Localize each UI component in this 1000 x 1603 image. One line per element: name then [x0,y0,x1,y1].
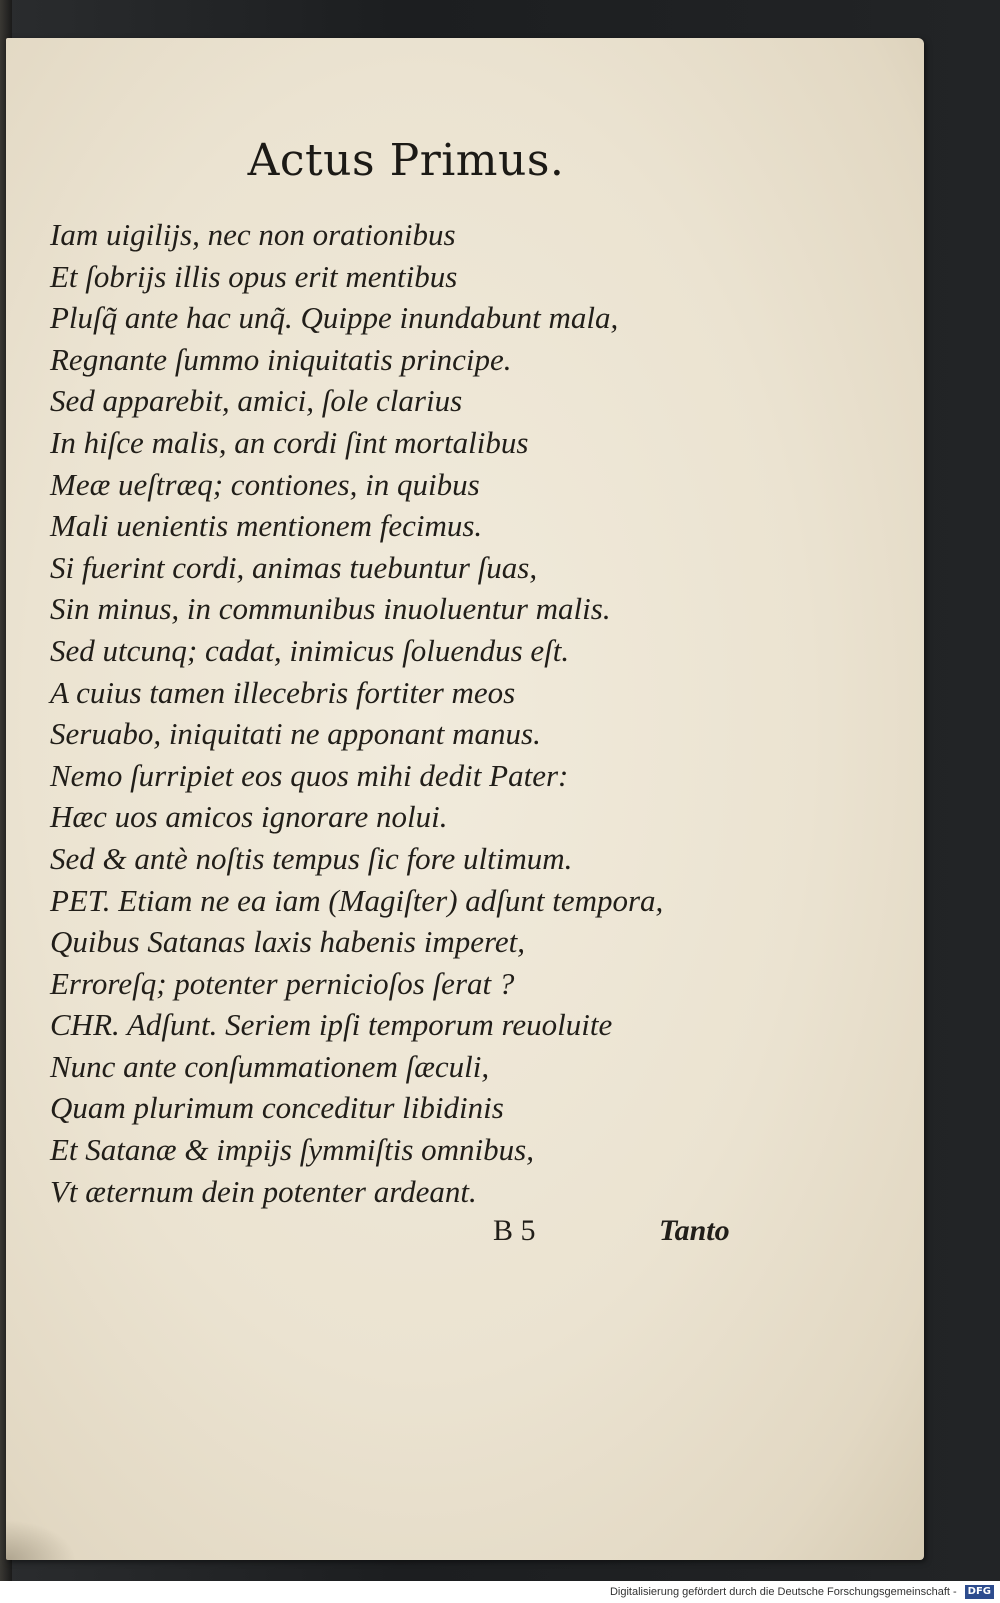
verse-line: PET. Etiam ne ea iam (Magiſter) adſunt tempora, [50,882,664,918]
verse-line: Si fuerint cordi, animas tuebuntur ſuas, [50,549,538,585]
catchword: Tanto [659,1214,730,1247]
verse-line: In hiſce malis, an cordi ſint mortalibus [50,424,529,460]
verse-line: CHR. Adſunt. Seriem ipſi temporum reuoluite [50,1007,613,1043]
verse-line: Sed & antè noſtis tempus ſic fore ultimum. [50,840,573,876]
verse-line: Nemo ſurripiet eos quos mihi dedit Pater: [50,757,569,793]
verse-line: Hæc uos amicos ignorare nolui. [50,799,448,835]
verse-line: Erroreſq; potenter pernicioſos ſerat ? [50,965,515,1001]
verse-line: Nunc ante conſummationem ſæculi, [50,1048,490,1084]
funding-credit: Digitalisierung gefördert durch die Deutsche Forschungsgemeinschaft - [609,1586,957,1598]
verse-line: Sed utcunq; cadat, inimicus ſoluendus eſt. [50,632,570,668]
dfg-logo: DFG [965,1585,994,1599]
verse-line: Vt æternum dein potenter ardeant. [50,1173,477,1209]
verse-line: Regnante ſummo iniquitatis principe. [50,341,512,377]
verse-line: Iam uigilijs, nec non orationibus [50,217,456,252]
verse-line: Sed apparebit, amici, ſole clarius [50,383,463,419]
verse-line: Seruabo, iniquitati ne apponant manus. [50,716,541,752]
verse-line: Pluſq̃ ante hac unq̃. Quippe inundabunt mala, [50,300,619,336]
verse-line: Sin minus, in communibus inuoluentur malis. [50,591,611,627]
book-page [6,38,924,1560]
verse-line: Meæ ueſtræq; contiones, in quibus [50,466,480,502]
digitization-footer [0,1581,1000,1603]
verse-text [50,214,810,1212]
page-heading: Actus Primus. [247,135,565,186]
verse-line: Et Satanæ & impijs ſymmiſtis omnibus, [50,1132,534,1168]
verse-line: Quam plurimum conceditur libidinis [50,1090,504,1126]
page-corner-stain [6,1520,76,1560]
verse-line: Mali uenientis mentionem fecimus. [50,508,483,544]
verse-line: Quibus Satanas laxis habenis imperet, [50,924,526,960]
verse-line: A cuius tamen illecebris fortiter meos [50,674,516,710]
signature-mark: B 5 [493,1214,536,1247]
verse-line: Et ſobrijs illis opus erit mentibus [50,258,458,294]
